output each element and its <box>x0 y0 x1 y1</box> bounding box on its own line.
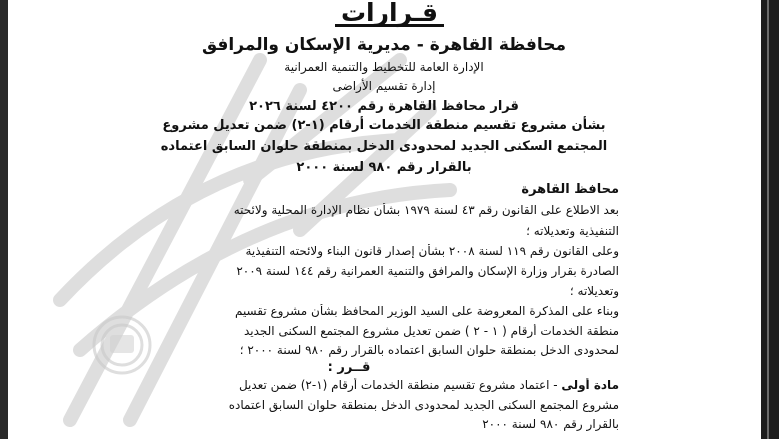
body-paragraph-line: منطقة الخدمات أرقام ( ١ - ٢ ) ضمن تعديل مشروع المجتمع السكنى الجديد <box>243 324 619 338</box>
subject-line: بالقرار رقم ٩٨٠ لسنة ٢٠٠٠ <box>296 160 472 175</box>
decided-heading: قــرر : <box>327 360 371 375</box>
body-paragraph-line: وبناء على المذكرة المعروضة على السيد الوزير المحافظ بشأن مشروع تقسيم <box>234 304 619 318</box>
governor-heading: محافظ القاهرة <box>521 182 619 197</box>
subject-line: بشأن مشروع تقسيم منطقة الخدمات أرقام (١-٢) ضمن تعديل مشروع <box>162 118 606 133</box>
article-line: بالقرار رقم ٩٨٠ لسنة ٢٠٠٠ <box>482 417 619 431</box>
article-label: مادة أولى <box>561 378 619 392</box>
body-paragraph-line: وتعديلاته ؛ <box>569 284 619 298</box>
title-text: قـرارات <box>335 2 444 27</box>
section-line: إدارة تقسيم الأراضى <box>332 79 436 93</box>
article-line: مشروع المجتمع السكنى الجديد لمحدودى الدخل بمنطقة حلوان السابق اعتماده <box>228 398 619 412</box>
article-text: - اعتماد مشروع تقسيم منطقة الخدمات أرقام (١-٢) ضمن تعديل <box>238 378 562 392</box>
article-line <box>79 378 619 392</box>
body-paragraph-line: التنفيذية وتعديلاته ؛ <box>526 224 619 238</box>
right-border <box>761 0 779 439</box>
page-title <box>0 0 779 27</box>
decree-title: قرار محافظ القاهرة رقم ٤٢٠٠ لسنة ٢٠٢٦ <box>249 99 519 114</box>
body-paragraph-line: وعلى القانون رقم ١١٩ لسنة ٢٠٠٨ بشأن إصدار قانون البناء ولائحته التنفيذية <box>245 244 619 258</box>
body-paragraph-line: الصادرة بقرار وزارة الإسكان والمرافق والتنمية العمرانية رقم ١٤٤ لسنة ٢٠٠٩ <box>236 264 619 278</box>
left-border <box>0 0 8 439</box>
subject-line: المجتمع السكنى الجديد لمحدودى الدخل بمنطقة حلوان السابق اعتماده <box>160 139 608 154</box>
body-paragraph-line: بعد الاطلاع على القانون رقم ٤٣ لسنة ١٩٧٩ بشأن نظام الإدارة المحلية ولائحته <box>233 203 619 217</box>
department-line: الإدارة العامة للتخطيط والتنمية العمرانية <box>284 60 484 74</box>
body-paragraph-line: لمحدودى الدخل بمنطقة حلوان السابق اعتماده بالقرار رقم ٩٨٠ لسنة ٢٠٠٠ ؛ <box>239 343 619 357</box>
authority-header: محافظة القاهرة - مديرية الإسكان والمرافق <box>201 35 567 55</box>
